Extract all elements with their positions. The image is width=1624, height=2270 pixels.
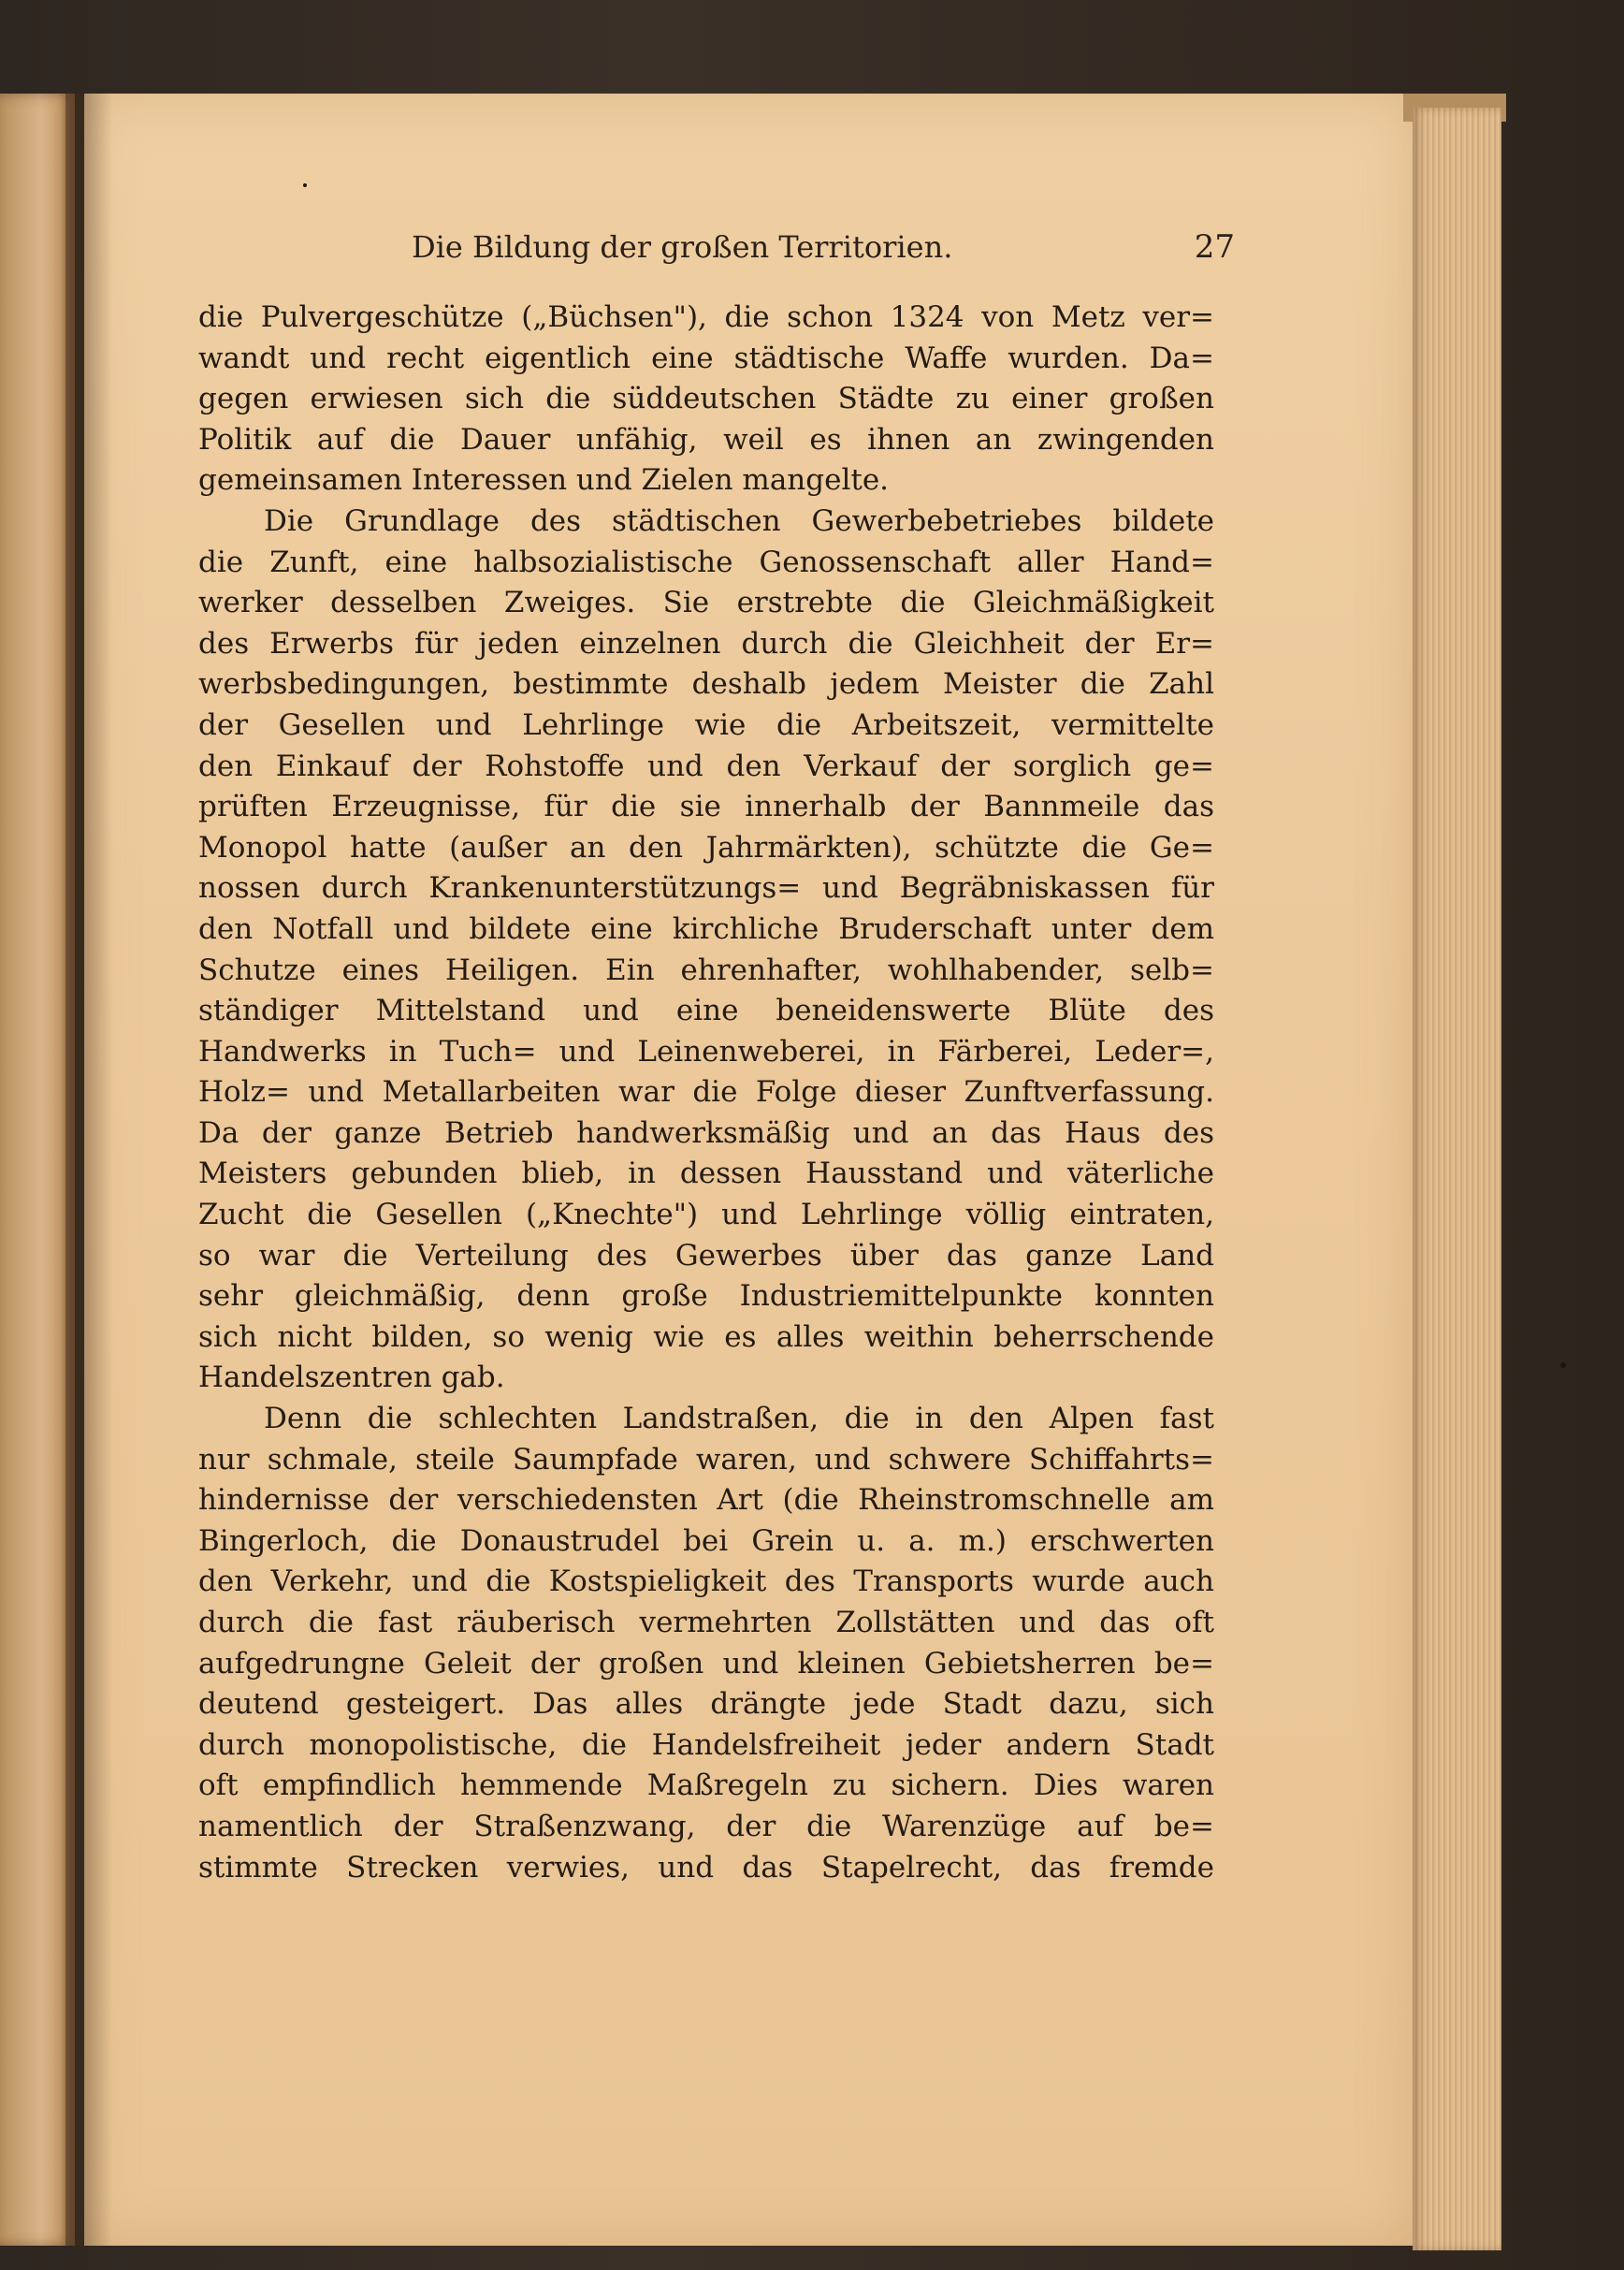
text-line: Zucht die Gesellen („Knechte") und Lehrlinge völlig eintraten, — [198, 1198, 1214, 1232]
text-line: wandt und recht eigentlich eine städtische Waffe wurden. Da= — [198, 341, 1214, 375]
running-head — [412, 228, 1235, 266]
text-line: die Zunft, eine halbsozialistische Genossenschaft aller Hand= — [198, 545, 1214, 579]
text-line: den Notfall und bildete eine kirchliche Bruderschaft unter dem — [198, 911, 1214, 946]
text-line: Meisters gebunden blieb, in dessen Hausstand und väterliche — [198, 1157, 1214, 1191]
gutter-shadow — [65, 94, 112, 2246]
text-line: hindernisse der verschiedensten Art (die Rheinstromschnelle am — [198, 1483, 1214, 1518]
text-line: durch monopolistische, die Handelsfreiheit jeder andern Stadt — [198, 1727, 1214, 1762]
text-line: prüften Erzeugnisse, für die sie innerhalb der Bannmeile das — [198, 790, 1214, 824]
text-line: werker desselben Zweiges. Sie erstrebte die Gleichmäßigkeit — [198, 586, 1214, 620]
text-line: so war die Verteilung des Gewerbes über das ganze Land — [198, 1238, 1214, 1273]
text-line: Denn die schlechten Landstraßen, die in den Alpen fast — [264, 1402, 1214, 1436]
text-line: Bingerloch, die Donaustrudel bei Grein u. a. m.) erschwerten — [198, 1523, 1214, 1558]
text-line: sich nicht bilden, so wenig wie es alles weithin beherrschende — [198, 1319, 1214, 1354]
text-line: gemeinsamen Interessen und Zielen mangelte. — [198, 463, 890, 498]
text-line: Die Grundlage des städtischen Gewerbebetriebes bildete — [264, 503, 1214, 538]
text-line: stimmte Strecken verwies, und das Stapelrecht, das fremde — [198, 1850, 1214, 1884]
text-line: namentlich der Straßenzwang, der die Warenzüge auf be= — [198, 1809, 1214, 1843]
text-line: den Verkehr, und die Kostspieligkeit des Transports wurde auch — [198, 1564, 1214, 1599]
text-line: Politik auf die Dauer unfähig, weil es ihnen an zwingenden — [198, 422, 1214, 457]
running-head-title: Die Bildung der großen Territorien. — [412, 229, 953, 265]
text-line: die Pulvergeschütze („Büchsen"), die schon 1324 von Metz ver= — [198, 300, 1214, 334]
text-line: Monopol hatte (außer an den Jahrmärkten), schützte die Ge= — [198, 830, 1214, 865]
text-line: nur schmale, steile Saumpfade waren, und schwere Schiffahrts= — [198, 1442, 1214, 1477]
text-line: Handelszentren gab. — [198, 1361, 505, 1395]
left-page-edge — [0, 94, 75, 2246]
text-line: sehr gleichmäßig, denn große Industriemittelpunkte konnten — [198, 1279, 1214, 1314]
text-line: aufgedrungne Geleit der großen und kleinen Gebietsherren be= — [198, 1646, 1214, 1681]
text-line: Da der ganze Betrieb handwerksmäßig und an das Haus des — [198, 1115, 1214, 1150]
dust-speck — [1560, 1362, 1566, 1368]
text-line: den Einkauf der Rohstoffe und den Verkauf der sorglich ge= — [198, 749, 1214, 783]
text-line: der Gesellen und Lehrlinge wie die Arbeitszeit, vermittelte — [198, 707, 1214, 742]
page-stack-edge — [1413, 108, 1501, 2250]
text-line: des Erwerbs für jeden einzelnen durch die Gleichheit der Er= — [198, 626, 1214, 661]
body-text — [198, 298, 1214, 1888]
text-line: Schutze eines Heiligen. Ein ehrenhafter, wohlhabender, selb= — [198, 953, 1214, 987]
text-line: durch die fast räuberisch vermehrten Zollstätten und das oft — [198, 1606, 1214, 1639]
text-line: ständiger Mittelstand und eine beneidenswerte Blüte des — [198, 994, 1214, 1028]
text-line: nossen durch Krankenunterstützungs= und Begräbniskassen für — [198, 871, 1214, 906]
text-line: Handwerks in Tuch= und Leinenweberei, in Färberei, Leder=, — [198, 1034, 1214, 1069]
text-line: oft empfindlich hemmende Maßregeln zu sichern. Dies waren — [198, 1768, 1214, 1803]
dust-speck — [303, 183, 307, 187]
page-number: 27 — [1194, 228, 1235, 266]
text-line: gegen erwiesen sich die süddeutschen Städte zu einer großen — [198, 382, 1214, 416]
text-line: Holz= und Metallarbeiten war die Folge dieser Zunftverfassung. — [198, 1075, 1214, 1110]
text-line: werbsbedingungen, bestimmte deshalb jedem Meister die Zahl — [198, 667, 1214, 702]
text-line: deutend gesteigert. Das alles drängte jede Stadt dazu, sich — [198, 1687, 1214, 1722]
